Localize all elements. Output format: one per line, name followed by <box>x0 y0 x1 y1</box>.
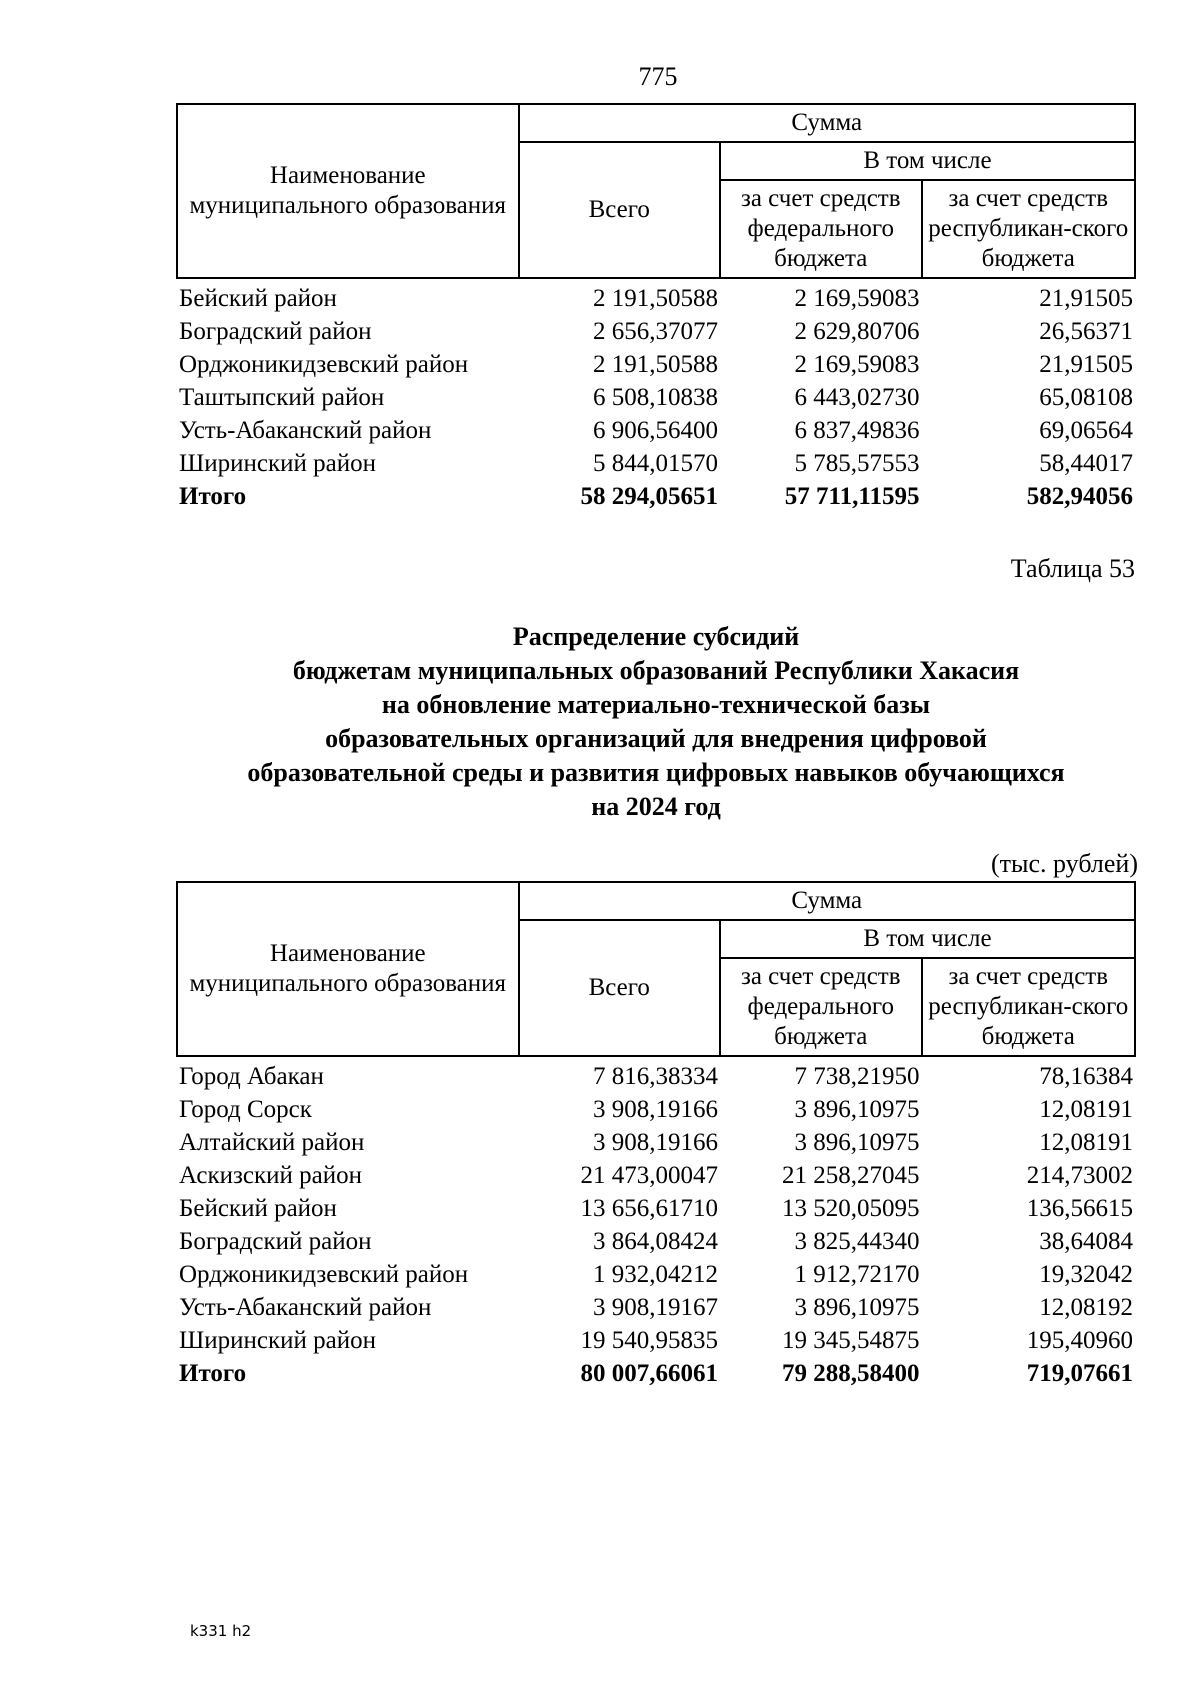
header-including: В том числе <box>720 142 1135 180</box>
cell-federal: 6 443,02730 <box>794 384 920 411</box>
cell-republican: 214,73002 <box>1026 1162 1133 1189</box>
cell-municipality: Орджоникидзевский район <box>179 351 469 378</box>
cell-republican: 58,44017 <box>1039 450 1133 477</box>
cell-municipality: Бейский район <box>179 285 337 312</box>
cell-total: 21 473,00047 <box>580 1162 718 1189</box>
total-row <box>177 480 1135 513</box>
cell-municipality: Алтайский район <box>179 1129 365 1156</box>
cell-total: 1 932,04212 <box>592 1261 718 1288</box>
cell-total: 7 816,38334 <box>592 1063 718 1090</box>
table-row <box>177 1093 1135 1126</box>
cell-municipality: Усть-Абаканский район <box>179 417 432 444</box>
cell-federal: 3 896,10975 <box>794 1096 920 1123</box>
cell-federal: 2 629,80706 <box>794 318 920 345</box>
header-municipality: Наименование муниципального образования <box>177 104 519 278</box>
cell-republican: 69,06564 <box>1039 417 1133 444</box>
cell-republican: 38,64084 <box>1039 1228 1133 1255</box>
cell-municipality: Ширинский район <box>179 1327 376 1354</box>
table-row <box>177 414 1135 447</box>
header-total: Всего <box>519 142 720 278</box>
cell-total: 3 864,08424 <box>592 1228 718 1255</box>
footer-code: k331 h2 <box>190 1622 252 1640</box>
cell-municipality: Таштыпский район <box>179 384 385 411</box>
cell-republican: 136,56615 <box>1026 1195 1133 1222</box>
cell-total: 5 844,01570 <box>592 450 718 477</box>
table-row <box>177 1225 1135 1258</box>
cell-municipality: Итого <box>179 483 247 510</box>
cell-total: 3 908,19166 <box>592 1129 718 1156</box>
cell-republican: 719,07661 <box>1026 1360 1133 1387</box>
table-row <box>177 1126 1135 1159</box>
cell-republican: 12,08192 <box>1039 1294 1133 1321</box>
cell-total: 2 656,37077 <box>592 318 718 345</box>
cell-total: 58 294,05651 <box>580 483 718 510</box>
cell-federal: 2 169,59083 <box>794 285 920 312</box>
page-number: 775 <box>638 62 678 91</box>
title-line: Распределение субсидий <box>512 622 800 651</box>
cell-municipality: Аскизский район <box>179 1162 363 1189</box>
table-row <box>177 447 1135 480</box>
header-total: Всего <box>519 920 720 1056</box>
cell-total: 80 007,66061 <box>580 1360 718 1387</box>
cell-municipality: Боградский район <box>179 1228 372 1255</box>
cell-federal: 3 896,10975 <box>794 1294 920 1321</box>
cell-municipality: Город Сорск <box>179 1096 312 1123</box>
cell-republican: 21,91505 <box>1039 285 1133 312</box>
cell-municipality: Город Абакан <box>179 1063 324 1090</box>
cell-republican: 78,16384 <box>1039 1063 1133 1090</box>
table-title <box>176 620 1136 824</box>
table-row <box>177 278 1135 315</box>
cell-federal: 7 738,21950 <box>794 1063 920 1090</box>
cell-federal: 6 837,49836 <box>794 417 920 444</box>
cell-total: 6 906,56400 <box>592 417 718 444</box>
cell-municipality: Ширинский район <box>179 450 376 477</box>
cell-republican: 12,08191 <box>1039 1129 1133 1156</box>
cell-federal: 79 288,58400 <box>782 1360 920 1387</box>
header-federal: за счет средств федерального бюджета <box>720 958 922 1056</box>
cell-federal: 1 912,72170 <box>794 1261 920 1288</box>
cell-municipality: Бейский район <box>179 1195 337 1222</box>
cell-federal: 3 825,44340 <box>794 1228 920 1255</box>
subsidy-table-continued <box>176 103 1136 513</box>
cell-republican: 19,32042 <box>1039 1261 1133 1288</box>
cell-total: 3 908,19167 <box>592 1294 718 1321</box>
cell-federal: 13 520,05095 <box>782 1195 920 1222</box>
cell-total: 2 191,50588 <box>592 285 718 312</box>
cell-total: 13 656,61710 <box>580 1195 718 1222</box>
cell-municipality: Усть-Абаканский район <box>179 1294 432 1321</box>
title-line: образовательных организаций для внедрения цифровой <box>325 724 987 753</box>
table-row <box>177 1291 1135 1324</box>
header-sum: Сумма <box>519 104 1135 142</box>
cell-municipality: Итого <box>179 1360 247 1387</box>
table-row <box>177 1159 1135 1192</box>
cell-federal: 21 258,27045 <box>782 1162 920 1189</box>
cell-republican: 195,40960 <box>1026 1327 1133 1354</box>
cell-total: 3 908,19166 <box>592 1096 718 1123</box>
table-row <box>177 1056 1135 1093</box>
cell-federal: 57 711,11595 <box>784 483 920 510</box>
total-row <box>177 1357 1135 1390</box>
table-row <box>177 1192 1135 1225</box>
cell-total: 6 508,10838 <box>592 384 718 411</box>
title-line: на 2024 год <box>591 792 721 821</box>
header-sum: Сумма <box>519 882 1135 920</box>
header-republican: за счет средств республикан-ского бюджета <box>922 180 1135 278</box>
cell-total: 2 191,50588 <box>592 351 718 378</box>
cell-federal: 19 345,54875 <box>782 1327 920 1354</box>
cell-federal: 2 169,59083 <box>794 351 920 378</box>
cell-municipality: Орджоникидзевский район <box>179 1261 469 1288</box>
header-republican: за счет средств республикан-ского бюджета <box>922 958 1135 1056</box>
title-line: на обновление материально-технической базы <box>381 690 931 719</box>
cell-republican: 12,08191 <box>1039 1096 1133 1123</box>
cell-municipality: Боградский район <box>179 318 372 345</box>
cell-federal: 5 785,57553 <box>794 450 920 477</box>
header-federal: за счет средств федерального бюджета <box>720 180 922 278</box>
table-row <box>177 348 1135 381</box>
subsidy-table-53 <box>176 881 1136 1390</box>
table-row <box>177 315 1135 348</box>
cell-republican: 21,91505 <box>1039 351 1133 378</box>
cell-federal: 3 896,10975 <box>794 1129 920 1156</box>
table-row <box>177 1324 1135 1357</box>
table-row <box>177 381 1135 414</box>
table-number: Таблица 53 <box>1010 554 1135 583</box>
cell-republican: 65,08108 <box>1039 384 1133 411</box>
header-municipality: Наименование муниципального образования <box>177 882 519 1056</box>
header-including: В том числе <box>720 920 1135 958</box>
cell-republican: 582,94056 <box>1026 483 1133 510</box>
title-line: бюджетам муниципальных образований Республики Хакасия <box>292 656 1020 685</box>
cell-total: 19 540,95835 <box>580 1327 718 1354</box>
title-line: образовательной среды и развития цифровых навыков обучающихся <box>247 758 1065 787</box>
cell-republican: 26,56371 <box>1039 318 1133 345</box>
table-row <box>177 1258 1135 1291</box>
units-note: (тыс. рублей) <box>990 849 1138 878</box>
